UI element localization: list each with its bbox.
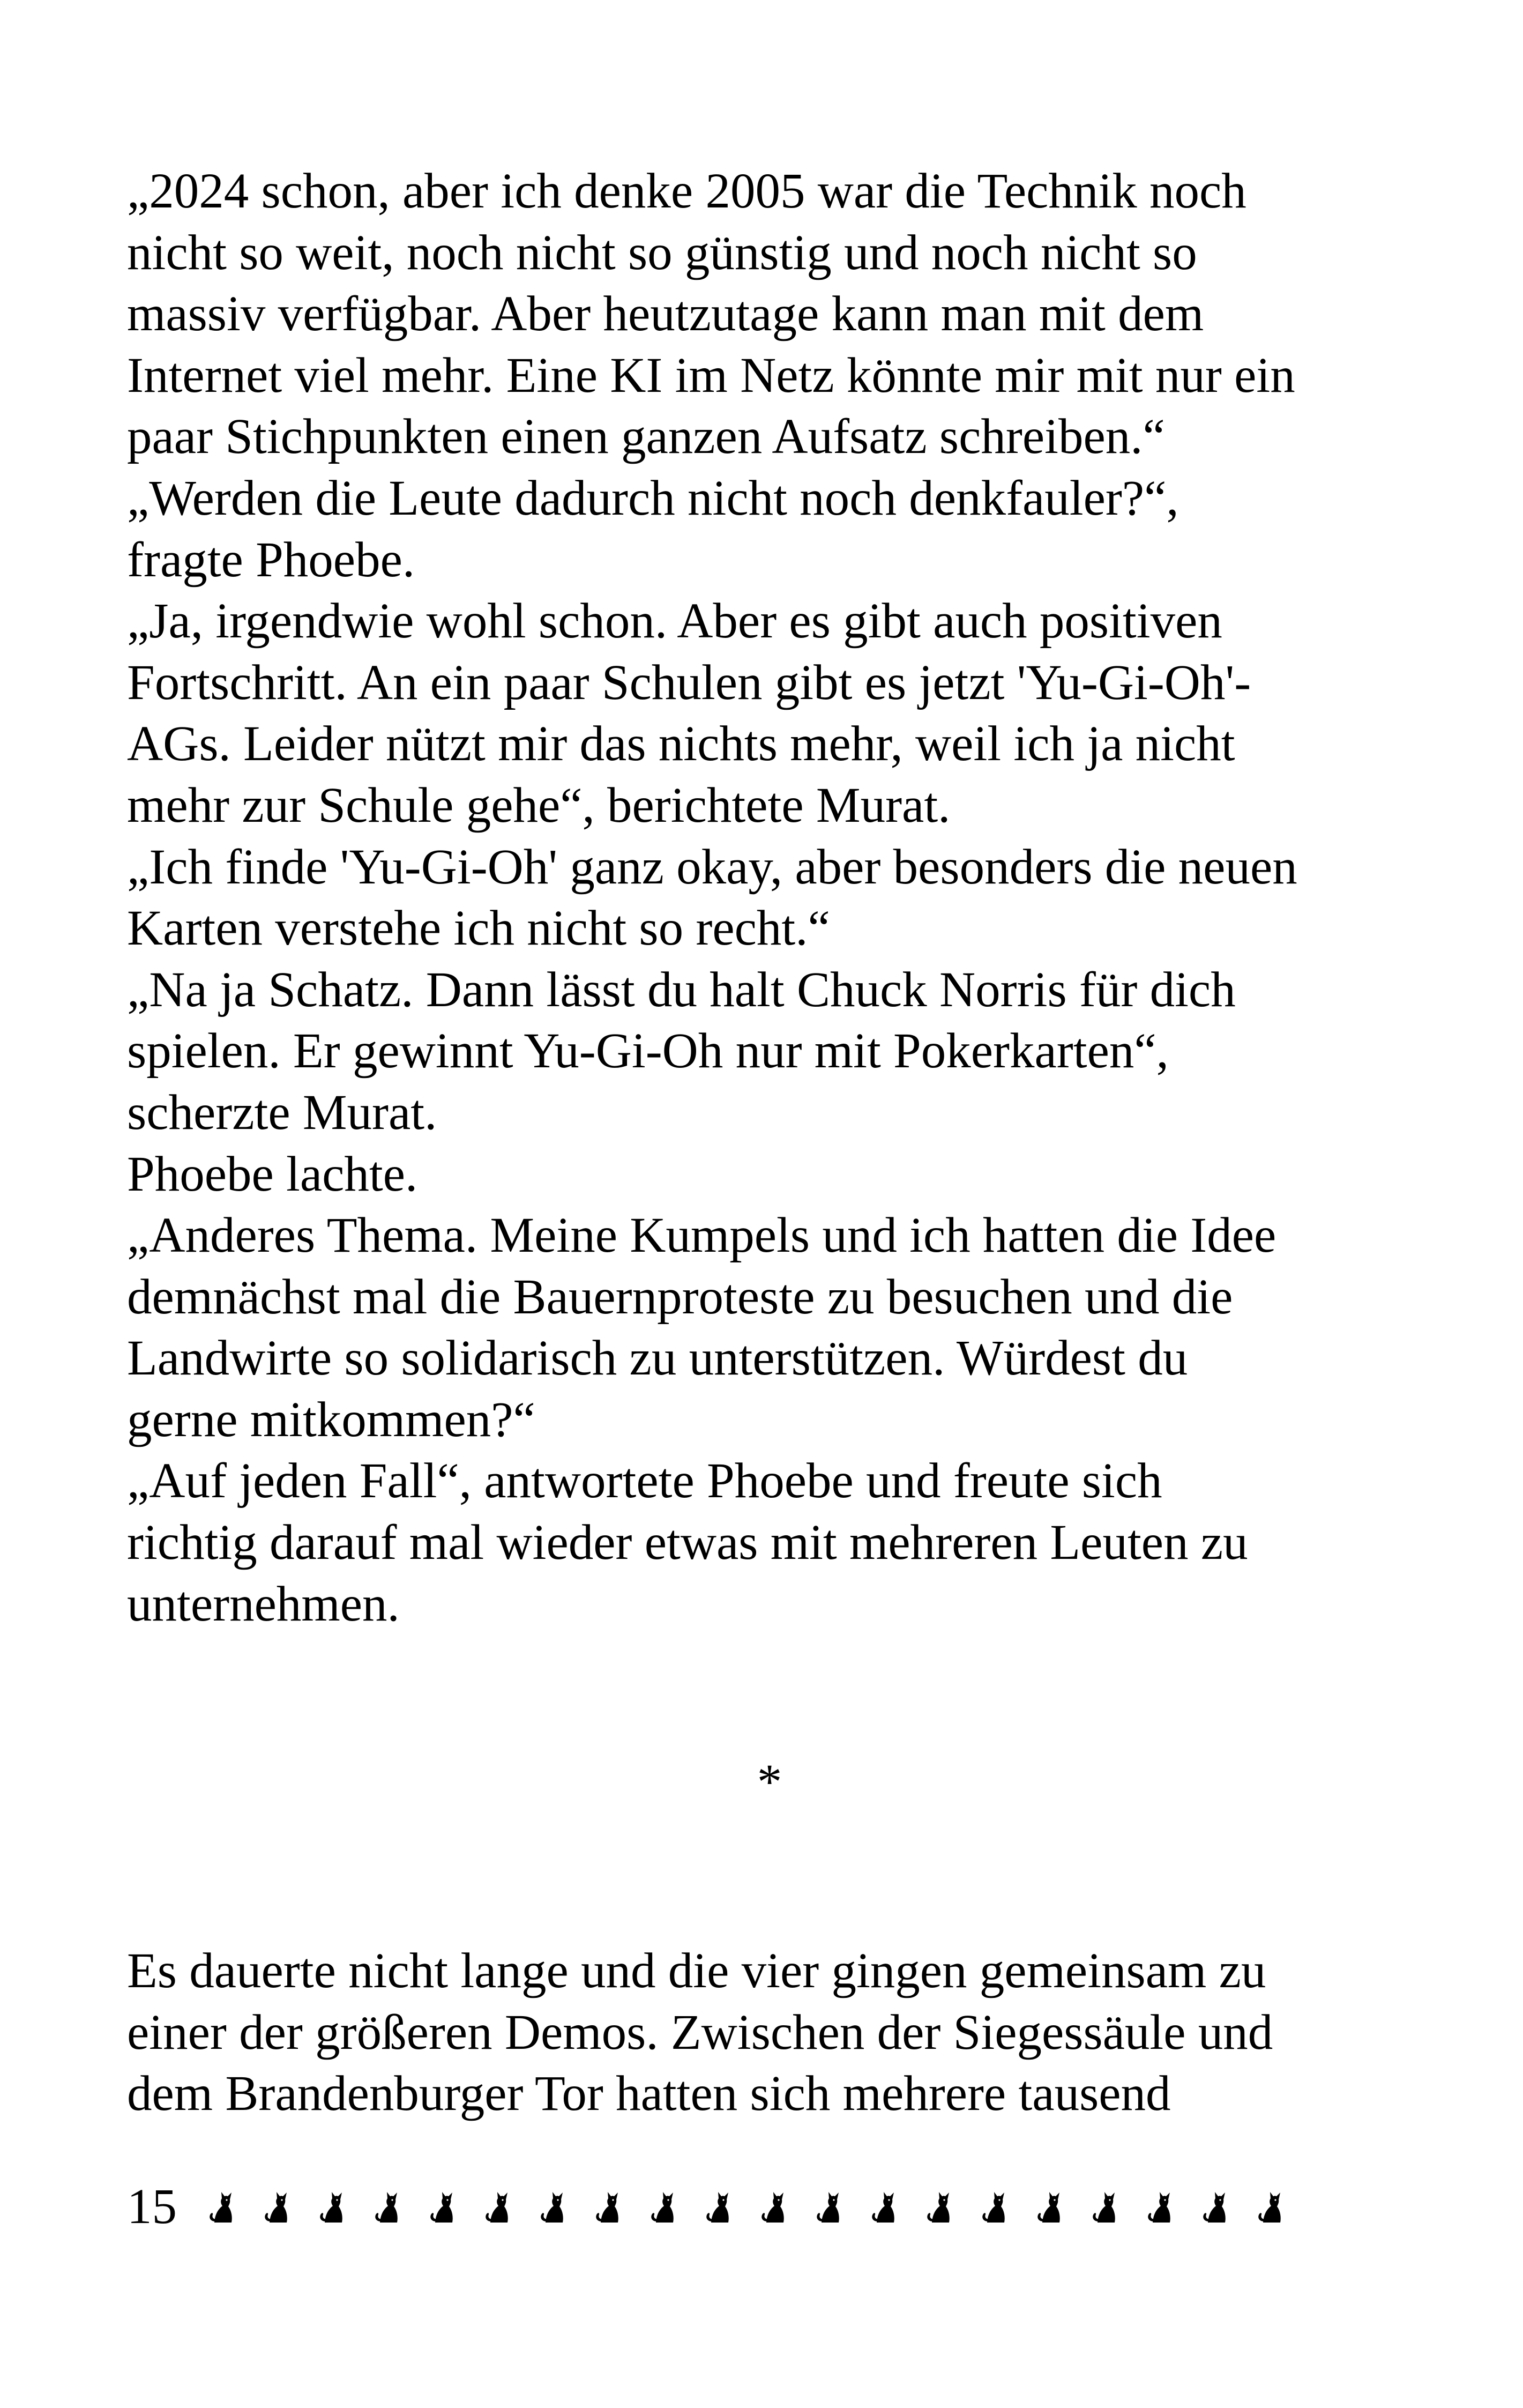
- text-line: „Auf jeden Fall“, antwortete Phoebe und freute sich: [127, 1453, 1162, 1509]
- text-line: „Anderes Thema. Meine Kumpels und ich hatten die Idee: [127, 1208, 1276, 1264]
- sitting-cat-icon: [1257, 2190, 1283, 2224]
- text-line: AGs. Leider nützt mir das nichts mehr, weil ich ja nicht: [127, 716, 1235, 772]
- cat-ornament-row: [208, 2190, 1283, 2224]
- text-line: massiv verfügbar. Aber heutzutage kann man mit dem: [127, 286, 1204, 342]
- text-line: einer der größeren Demos. Zwischen der Siegessäule und: [127, 2004, 1273, 2060]
- sitting-cat-icon: [484, 2190, 511, 2224]
- text-line: Es dauerte nicht lange und die vier gingen gemeinsam zu: [127, 1943, 1266, 1998]
- text-line: „Werden die Leute dadurch nicht noch denkfauler?“,: [127, 470, 1179, 526]
- sitting-cat-icon: [981, 2190, 1007, 2224]
- text-line: unternehmen.: [127, 1576, 400, 1632]
- text-line: richtig darauf mal wieder etwas mit mehreren Leuten zu: [127, 1515, 1248, 1571]
- text-line: paar Stichpunkten einen ganzen Aufsatz schreiben.“: [127, 409, 1165, 465]
- sitting-cat-icon: [1146, 2190, 1173, 2224]
- sitting-cat-icon: [539, 2190, 566, 2224]
- sitting-cat-icon: [705, 2190, 731, 2224]
- sitting-cat-icon: [870, 2190, 897, 2224]
- text-line: scherzte Murat.: [127, 1084, 437, 1140]
- sitting-cat-icon: [594, 2190, 621, 2224]
- text-line: dem Brandenburger Tor hatten sich mehrere tausend: [127, 2066, 1171, 2122]
- text-line: spielen. Er gewinnt Yu-Gi-Oh nur mit Pokerkarten“,: [127, 1023, 1169, 1079]
- sitting-cat-icon: [318, 2190, 345, 2224]
- text-line: nicht so weit, noch nicht so günstig und noch nicht so: [127, 225, 1197, 280]
- sitting-cat-icon: [374, 2190, 400, 2224]
- text-line: fragte Phoebe.: [127, 532, 415, 588]
- sitting-cat-icon: [760, 2190, 787, 2224]
- sitting-cat-icon: [208, 2190, 235, 2224]
- sitting-cat-icon: [263, 2190, 290, 2224]
- text-line: Fortschritt. An ein paar Schulen gibt es jetzt 'Yu-Gi-Oh'-: [127, 655, 1251, 710]
- sitting-cat-icon: [429, 2190, 456, 2224]
- body-text-section-2: [127, 1941, 1424, 2125]
- text-line: „2024 schon, aber ich denke 2005 war die Technik noch: [127, 163, 1246, 219]
- text-line: „Na ja Schatz. Dann lässt du halt Chuck Norris für dich: [127, 962, 1236, 1017]
- sitting-cat-icon: [1036, 2190, 1063, 2224]
- text-line: demnächst mal die Bauernproteste zu besuchen und die: [127, 1269, 1233, 1325]
- sitting-cat-icon: [1091, 2190, 1118, 2224]
- text-line: mehr zur Schule gehe“, berichtete Murat.: [127, 777, 951, 833]
- text-line: Landwirte so solidarisch zu unterstützen. Würdest du: [127, 1331, 1188, 1386]
- text-line: Karten verstehe ich nicht so recht.“: [127, 901, 830, 956]
- sitting-cat-icon: [815, 2190, 842, 2224]
- body-text-section-1: [127, 161, 1424, 1635]
- sitting-cat-icon: [649, 2190, 676, 2224]
- page-footer: [127, 2176, 1283, 2238]
- text-line: Internet viel mehr. Eine KI im Netz könnte mir mit nur ein: [127, 347, 1295, 403]
- text-line: gerne mitkommen?“: [127, 1392, 535, 1447]
- page-number: 15: [127, 2179, 177, 2234]
- scene-break-asterisk: *: [757, 1755, 782, 1810]
- text-line: „Ich finde 'Yu-Gi-Oh' ganz okay, aber besonders die neuen: [127, 839, 1297, 895]
- sitting-cat-icon: [1201, 2190, 1228, 2224]
- text-line: Phoebe lachte.: [127, 1146, 418, 1202]
- sitting-cat-icon: [925, 2190, 952, 2224]
- text-line: „Ja, irgendwie wohl schon. Aber es gibt auch positiven: [127, 593, 1222, 649]
